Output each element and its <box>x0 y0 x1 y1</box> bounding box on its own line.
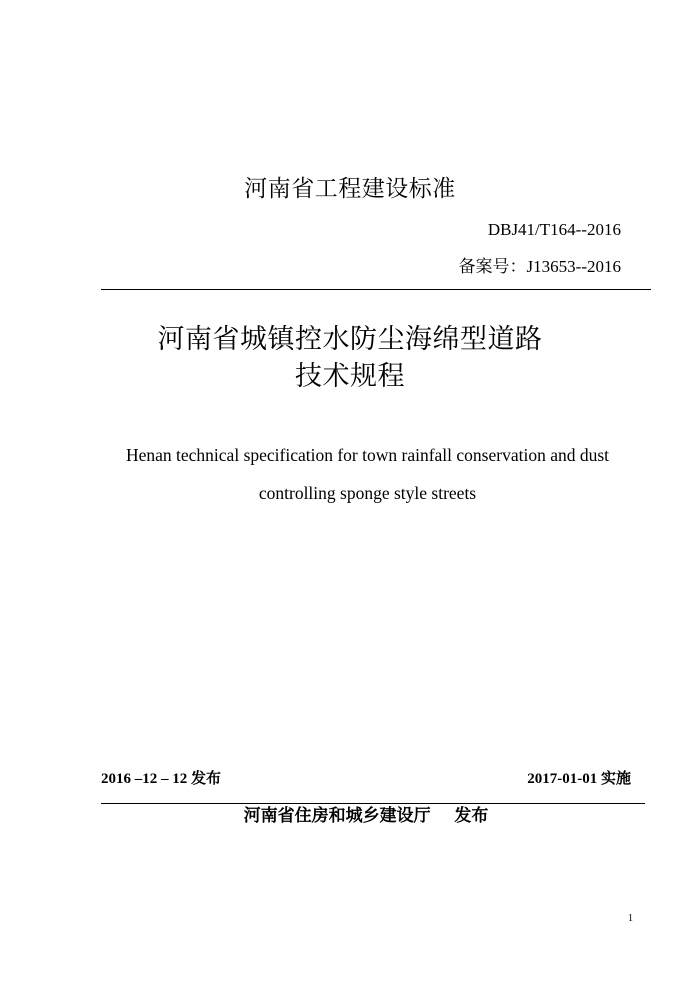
document-title-cn-line1: 河南省城镇控水防尘海绵型道路 <box>157 324 543 355</box>
implementation-date: 2017-01-01 实施 <box>527 771 631 787</box>
filing-number: 备案号：J13653--2016 <box>458 257 621 276</box>
document-title-en: Henan technical specification for town rainfall conservation and dust controlling sponge style streets <box>125 445 610 503</box>
series-title: 河南省工程建设标准 <box>244 176 456 202</box>
top-divider <box>101 289 651 290</box>
page-number: 1 <box>628 913 633 924</box>
standard-code: DBJ41/T164--2016 <box>487 220 621 239</box>
document-title-cn-line2: 技术规程 <box>295 361 405 392</box>
issue-date: 2016 –12 – 12 发布 <box>101 771 222 787</box>
issuing-authority: 河南省住房和城乡建设厅 发布 <box>243 806 489 826</box>
document-title-cn <box>0 321 700 395</box>
